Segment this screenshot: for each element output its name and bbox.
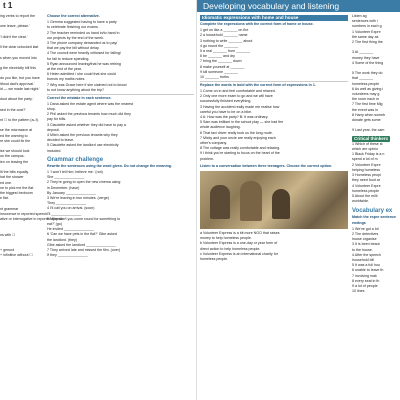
text-line: deposit. (47, 127, 60, 132)
text-line: that _______ (352, 76, 373, 81)
text-line: ithout dad's approval.' (0, 81, 35, 86)
text-line: homeless people. (200, 257, 229, 261)
text-line: 3 Having the accident really made me realise how (200, 104, 280, 109)
text-line: the event was in (352, 107, 378, 112)
person-figure (272, 189, 290, 219)
text-line: dout about the party.' (0, 97, 34, 102)
text-line: 6 'Can we have pets in the flat?' Gibe asked (47, 232, 117, 237)
text-line: 3 We're leaving in two minutes. (verge) (47, 196, 109, 200)
exercise-correct-items (47, 102, 194, 154)
text-line: 6 Helen admitted / she could that she could (47, 72, 116, 77)
text-line: ll the clear unlocked last (0, 45, 39, 50)
text-line: whole audience laughing. (200, 125, 241, 130)
text-line: ed the warning to (0, 133, 28, 138)
text-line: 4 I'll call you on arrival. (soon) (47, 206, 95, 211)
exercise-correct-title: Correct the mistake in each sentence. (47, 95, 112, 100)
text-line: 4 Mitch asked the previous tenants why they (47, 132, 118, 137)
text-line: re she could fix the (0, 138, 31, 143)
text-line: the landlord. (they) (47, 237, 77, 242)
text-line: 3 At _______ (352, 50, 374, 55)
text-line: sed in the cost?' (0, 107, 26, 112)
grammar-challenge-heading: Grammar challenge (47, 156, 104, 163)
text-line: I'll _______________ (47, 211, 82, 216)
left-page (0, 0, 197, 400)
text-line: e flat. (0, 196, 9, 201)
text-line: 3 The phone company demanded us to pay/ (47, 41, 118, 46)
divider (200, 81, 348, 82)
text-line: 4 go round the _______ (200, 43, 239, 48)
idioms-band: Idiomatic expressions with home and house (200, 15, 348, 21)
text-line: 5 About the milli (352, 193, 378, 198)
text-line: in December. (have) (47, 185, 80, 190)
text-line: 1 Gemma suggested having to have a party (47, 20, 117, 25)
text-line: s when you moved into (0, 55, 37, 60)
text-line: 8 make yourself at _______ (200, 64, 245, 69)
text-line: money they have (352, 55, 380, 60)
text-line: 8 every seat in th (352, 278, 380, 283)
replace-items (200, 89, 348, 162)
text-line: lit the bills equally. (0, 170, 29, 175)
right-main-column (200, 14, 348, 262)
text-line: ien on leaving the (0, 159, 29, 164)
text-line: 7 They arrived late and missed the film. (over) (47, 248, 121, 253)
text-line: 1 get on like a _______ on fire (200, 28, 249, 33)
text-line: ative or interrogative in reported speech (0, 216, 64, 221)
text-line: hat the shower (0, 175, 24, 180)
text-line: Gibe asked the landlord _______________ (47, 242, 116, 247)
text-line: 4 The council were heavily criticised for failing/ (47, 51, 121, 56)
text-line: 5 a real _______ from _______ (200, 49, 251, 54)
text-line: 6 unable to leave th (352, 268, 384, 273)
text-line: If they _______________ (47, 253, 88, 258)
text-line: 2 The first thing the (352, 40, 383, 45)
replace-title: Replace the words in bold with the correct form of expressions in 1. (200, 82, 316, 87)
critical-thinkers-badge: Critical thinkers (354, 135, 389, 141)
text-line: 2 a household _______ name (200, 33, 248, 38)
text-line: ing verbs to report the (0, 14, 35, 18)
text-line: homeless people (352, 188, 380, 193)
text-line: pay for bills. (47, 117, 67, 122)
right-page (197, 0, 400, 400)
text-line: a Volunteer Express is a bit more NGO that raises (200, 230, 280, 235)
text-line: + infinitive without ☐ (0, 253, 33, 258)
text-line: ld — we made last night.' (0, 86, 41, 91)
text-line: spend a lot of m (352, 157, 378, 162)
text-line: 1 Dana asked the estate agent where was the nearest (47, 101, 134, 106)
vocabulary-subtitle: Match the expre sentence endings (352, 215, 396, 225)
text-line: money to help homeless people. (200, 236, 252, 241)
text-line: borrow my maths notes. (47, 77, 86, 82)
text-line: 1 We've got a lot (352, 226, 379, 231)
text-line: 5 Sam was brilliant in the school play — she had the (200, 120, 284, 125)
text-line: household bill (352, 257, 374, 262)
text-line: 7 Why was Grace here if she claimed not to know/ (47, 82, 127, 87)
rewrite-items (47, 170, 194, 258)
text-line: se the microwave at (0, 128, 32, 133)
text-line: 6 be _______ and dry (200, 54, 235, 59)
text-line: 3 nothing to write _______ about (200, 38, 253, 43)
text-line: 7 The first time Mig (352, 102, 383, 107)
text-line: that we pay the bill without delay. (47, 46, 100, 51)
text-line: 10 lines (352, 289, 365, 294)
text-line: 7 Micky and your uncle are really enjoying each (200, 135, 276, 140)
text-line: By January _______________ (47, 190, 96, 195)
text-line: 7 bring the _______ down (200, 59, 242, 64)
text-line: They _______________ (47, 201, 86, 206)
text-line: included. (47, 148, 62, 153)
text-line: Listen ag (352, 14, 367, 18)
text-line: 1 Come on in and feel comfortable and relaxed. (200, 88, 276, 93)
text-line: 2 They're going to open the new cinema using (47, 180, 121, 185)
text-line: helping homeless (352, 167, 380, 172)
text-line: they need food ar (352, 178, 380, 183)
text-line: our projects by the end of the week. (47, 35, 104, 40)
text-line: ed one. (0, 180, 12, 185)
text-line: 2 The detectives (352, 231, 379, 236)
text-line: 2 Volunteer Expre (352, 162, 381, 167)
vocabulary-heading: Vocabulary ex (352, 208, 393, 215)
text-line: numbers in each g (352, 24, 382, 29)
text-line: 10 _______ truths (200, 75, 229, 80)
far-column-items (352, 14, 400, 134)
text-line: problem. (200, 156, 214, 161)
text-line: ise we should look (0, 149, 30, 154)
rewrite-title: Rewrite the sentences using the word given. Do not change the meaning. (47, 163, 173, 168)
text-line: 4 Some of the thing (352, 60, 384, 65)
text-line: homeless people (352, 81, 380, 86)
text-line: ns with ☐ (0, 232, 16, 237)
critical-items (352, 142, 400, 204)
person-figure (240, 181, 262, 221)
text-line: She _______________ (47, 175, 85, 180)
text-line: do you like, but you have (0, 76, 40, 81)
text-line: ne to pick me the flat. (0, 185, 35, 190)
text-line: shop. (47, 106, 56, 111)
text-line: innocence in reported speech (0, 211, 48, 216)
text-line: the room each m (352, 97, 379, 102)
text-line: 1 'I won't tell him; believe me.' (not) (47, 169, 103, 174)
text-line: sentences with i (352, 19, 378, 24)
text-line: 4 After the speech (352, 252, 381, 257)
text-line: 1 Black Friday is a n (352, 152, 385, 157)
text-line: nt ☐ to the pattern (a–f). (0, 118, 39, 123)
text-line: 3 It is been beaut (352, 242, 380, 247)
text-line: g the electricity bill this (0, 66, 36, 71)
text-line: for fail to reduce spending. (47, 56, 90, 61)
divider (47, 94, 194, 95)
text-line: decided to leave. (47, 138, 75, 143)
text-line: 5 Ryan announced leaving/that he was retiring (47, 61, 121, 66)
section-header: Developing vocabulary and listening (197, 0, 400, 12)
text-line: donate gets some (352, 118, 381, 123)
text-line: 9 a lot of people (352, 283, 378, 288)
text-line: successfully finished everything. (200, 99, 252, 104)
text-line: other's company. (200, 140, 227, 145)
unit-header: t 1 (3, 1, 13, 10)
text-line: + gerund (0, 248, 15, 253)
text-line: 4 Volunteer Expre (352, 183, 381, 188)
text-line: 4 A: How was the party? B: It was ordinary. (200, 114, 269, 119)
teenagers-photo (200, 171, 348, 229)
text-line: to not know anything about the trip? (47, 87, 104, 92)
text-line: direct action to help homeless people. (200, 246, 261, 251)
listen-title: Listen to a conversation between three teenagers. Choose the correct option. (200, 163, 333, 168)
complete-title: Complete the expressions with the correct form of home or house. (200, 22, 314, 26)
text-line: at the end of the year. (47, 67, 82, 72)
text-line: 9 I think you're starting to focus on the heart of the (200, 151, 280, 156)
person-figure (210, 185, 230, 219)
text-line: the biggest bedroom (0, 190, 33, 195)
text-line: nt grammar (0, 206, 19, 211)
text-line: 2 Only one more exam to go and we will have (200, 94, 273, 99)
text-line: on the campus. (0, 154, 25, 159)
complete-items (200, 28, 348, 80)
text-line: volunteers may g (352, 92, 380, 97)
text-line: eat?' (go) (47, 222, 63, 227)
text-line: 9 Last year, the cam (352, 128, 385, 133)
text-line: house organise (352, 237, 377, 242)
text-line: careful you have to be on a bike. (200, 109, 252, 114)
text-line: 6 As well as giving i (352, 86, 384, 91)
text-line: 3 Homeless peopl (352, 173, 381, 178)
right-far-column (352, 14, 400, 294)
text-line: 1 Volunteer Expre (352, 29, 381, 34)
exercise-choose-title: Choose the correct alternative. (47, 14, 100, 18)
vocabulary-items (352, 227, 400, 295)
text-line: He invited _______________ (47, 227, 94, 232)
text-line: c Volunteer Express is an international charity for (200, 251, 278, 256)
text-line: which are opinio (352, 147, 378, 152)
text-line: 8 Harry when someb (352, 112, 386, 117)
listen-items (200, 231, 348, 262)
text-line: 9 kill someone _______ (200, 69, 238, 74)
exercise-choose-items (47, 20, 194, 93)
text-line: 2 The teacher reminded us hand in/to hand in (47, 30, 120, 35)
text-line: 5 The work they do (352, 71, 383, 76)
text-line: 'I didn't the clear.' (0, 34, 28, 39)
text-line: 5 Claudette asked the landlord use electricity (47, 143, 119, 148)
text-line: 8 The cottage was really comfortable and relaxing. (200, 146, 281, 151)
text-line: the same day as (352, 34, 379, 39)
text-line: to the house. (352, 247, 373, 252)
text-line: 6 That taxi driver really took us the long route. (200, 130, 273, 135)
text-line: one leave, please.' (0, 24, 30, 29)
text-line: 1 Which of these st (352, 141, 383, 146)
text-line: 3 Claudette asked whether they did have to pay a (47, 122, 126, 127)
left-main-column (47, 14, 194, 258)
text-line: b Volunteer Express is a one-day or year form of (200, 241, 278, 246)
text-line: 5 'Why don't you come round for something to (47, 216, 121, 221)
text-line: 7 involving mak (352, 273, 377, 278)
text-line: 2 Phil asked the previous tenants how much did they (47, 112, 131, 117)
text-line: to celebrate finishing our exams. (47, 25, 99, 30)
text-line: 5 It was a full hou (352, 263, 380, 268)
text-line: worldwide. (352, 199, 369, 204)
